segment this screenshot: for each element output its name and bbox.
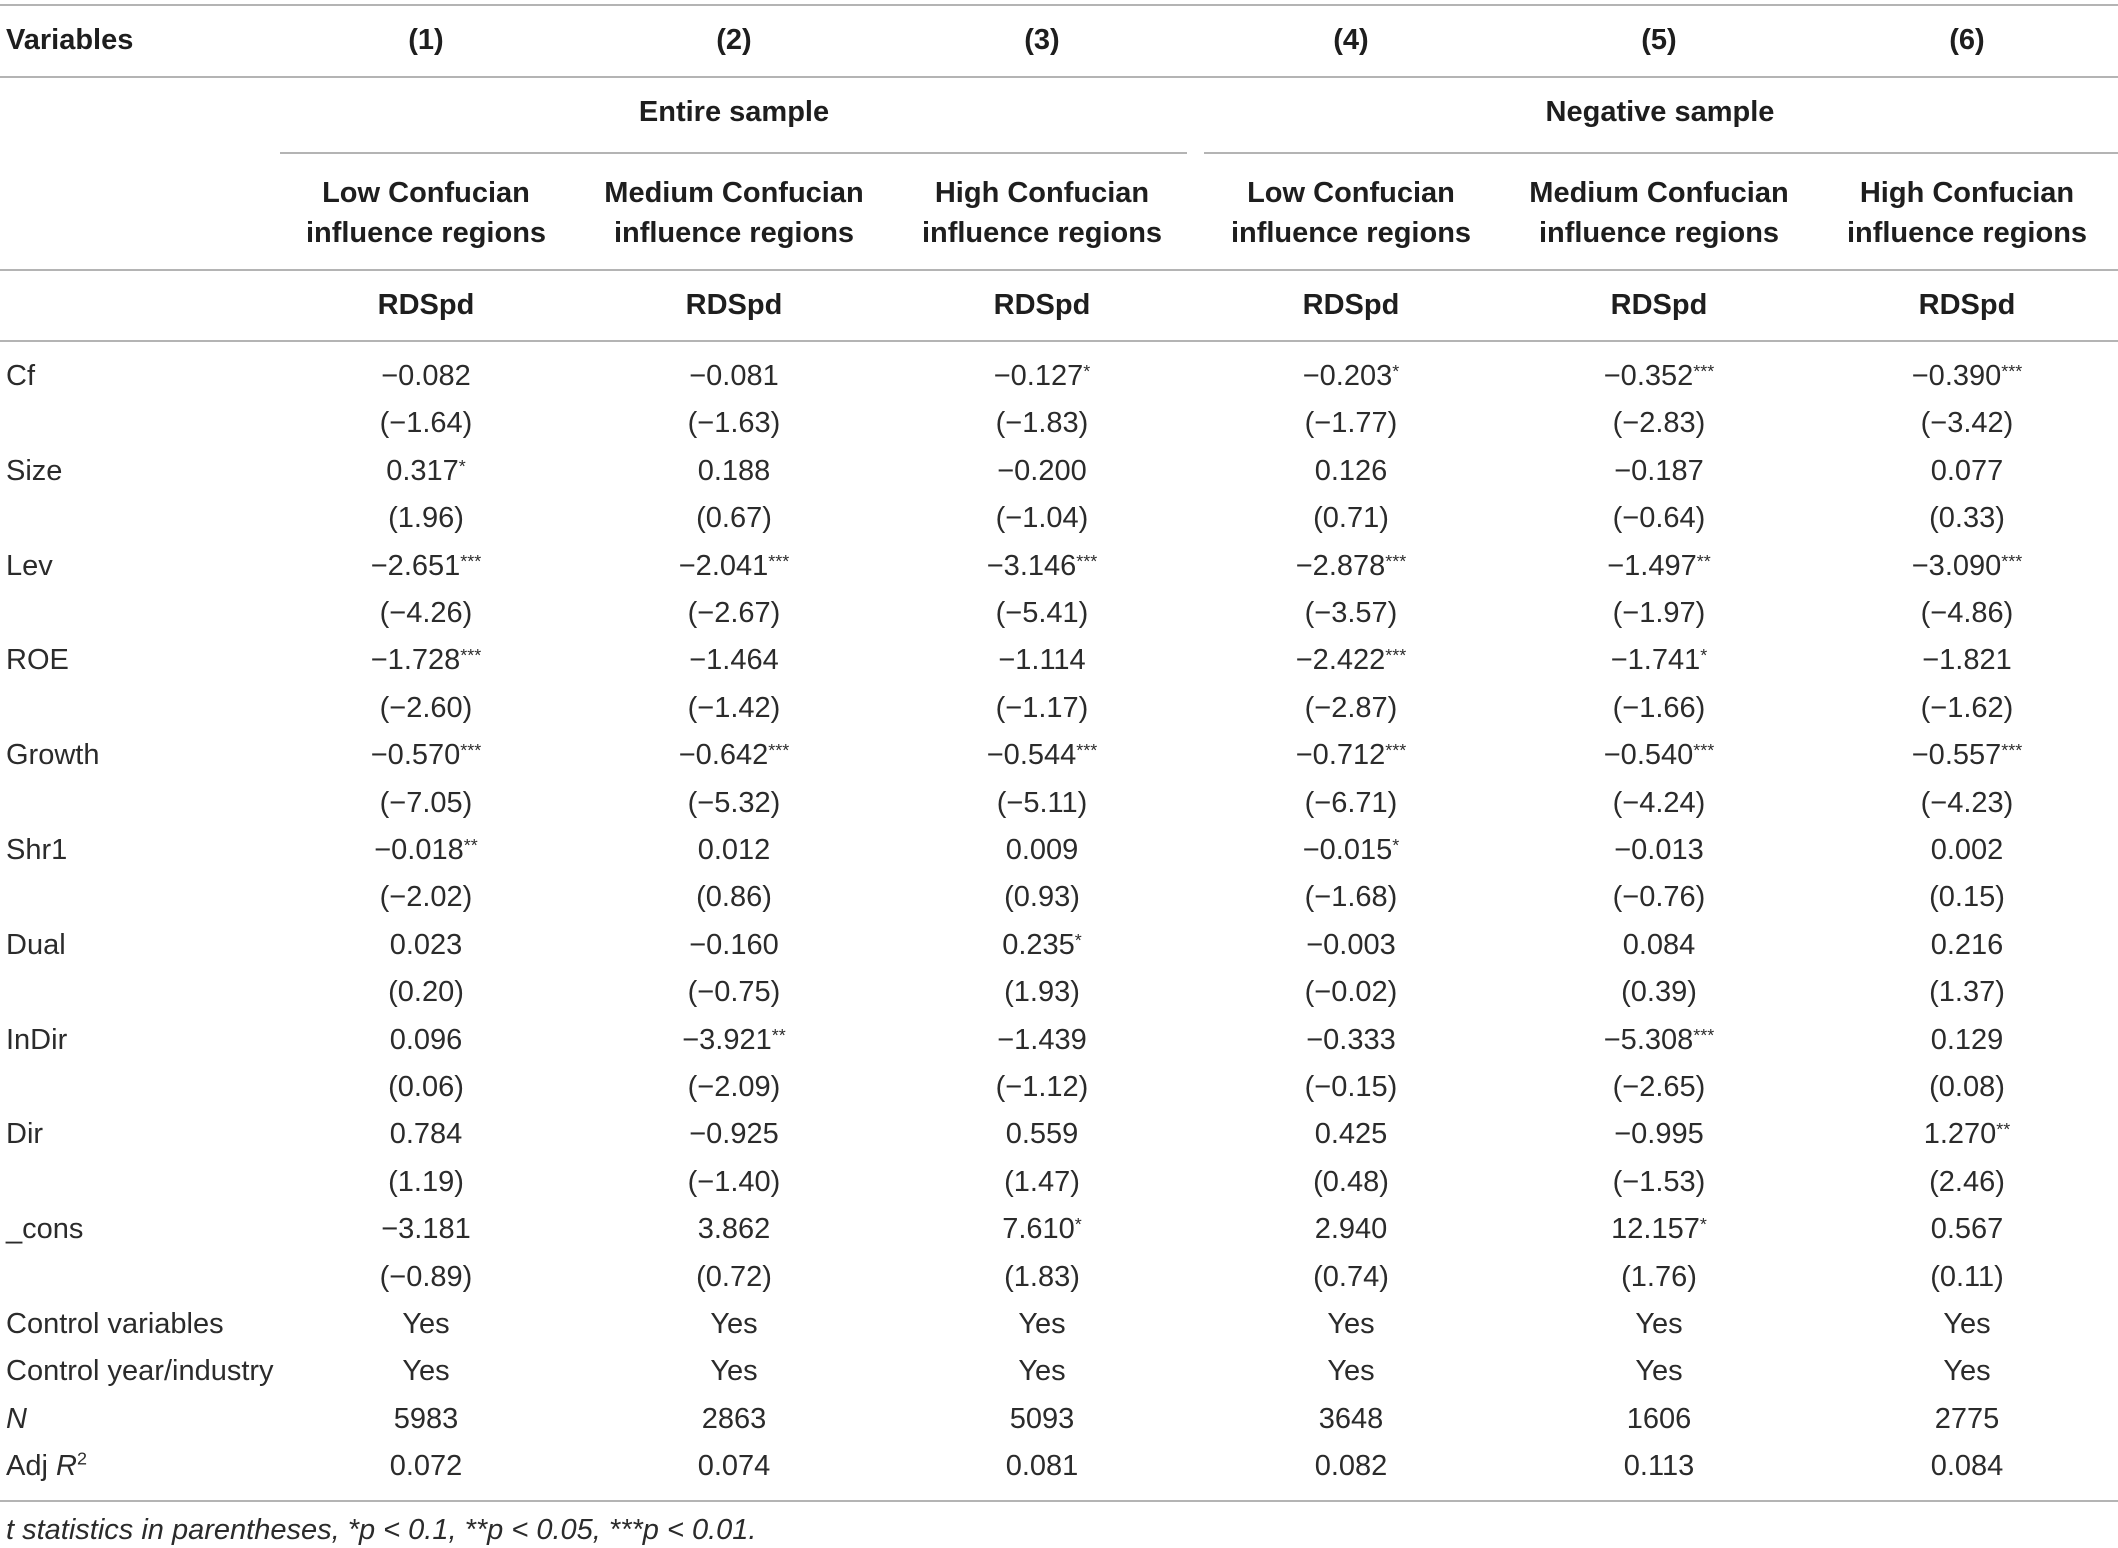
t-statistic: (−3.42) bbox=[1920, 407, 2014, 440]
footer-row-value: Yes bbox=[1635, 1308, 1683, 1340]
significance-stars: * bbox=[1083, 360, 1091, 381]
significance-stars: * bbox=[1699, 1214, 1707, 1235]
t-statistic: (−5.32) bbox=[687, 786, 781, 819]
coefficient-value bbox=[997, 453, 1087, 492]
coefficient-value bbox=[381, 1211, 471, 1250]
significance-stars: *** bbox=[460, 645, 482, 666]
footer-row-value: Yes bbox=[402, 1308, 450, 1340]
t-statistic: (0.93) bbox=[1004, 881, 1080, 914]
coefficient-value bbox=[994, 358, 1091, 397]
t-statistic: (0.11) bbox=[1930, 1260, 2004, 1293]
t-statistic: (0.08) bbox=[1929, 1071, 2005, 1103]
coefficient-number: −0.557 bbox=[1911, 739, 2002, 772]
t-statistic: (−3.57) bbox=[1304, 597, 1398, 629]
coefficient-value bbox=[689, 642, 779, 681]
coefficient-number: −1.821 bbox=[1922, 644, 2012, 677]
coefficient-value bbox=[371, 548, 482, 587]
footer-row-value: Yes bbox=[710, 1355, 758, 1388]
region-rule bbox=[0, 269, 2118, 271]
coefficient-number: 0.077 bbox=[1930, 454, 2004, 487]
column-number: (3) bbox=[1024, 24, 1060, 56]
coefficient-number: 0.096 bbox=[389, 1023, 463, 1056]
significance-stars: *** bbox=[1385, 740, 1407, 761]
t-statistic: (−0.02) bbox=[1304, 976, 1398, 1009]
coefficient-value bbox=[1931, 1211, 2004, 1250]
t-statistic: (0.20) bbox=[388, 976, 464, 1009]
coefficient-number: −0.160 bbox=[689, 928, 779, 961]
coefficient-number: −0.200 bbox=[997, 454, 1087, 487]
r2-label-prefix: Adj bbox=[6, 1450, 56, 1483]
significance-stars: * bbox=[458, 455, 466, 476]
coefficient-value bbox=[381, 358, 471, 397]
coefficient-value bbox=[1912, 548, 2023, 587]
coefficient-value bbox=[998, 642, 1085, 681]
region-label-line1: Medium Confucian bbox=[604, 177, 864, 209]
coefficient-number: −1.439 bbox=[997, 1023, 1087, 1056]
significance-stars: *** bbox=[768, 740, 790, 761]
t-statistic: (0.39) bbox=[1621, 976, 1697, 1009]
footer-row-value: Yes bbox=[1943, 1355, 1991, 1388]
coefficient-number: −5.308 bbox=[1603, 1023, 1694, 1056]
coefficient-number: −2.651 bbox=[370, 549, 461, 582]
region-label-line1: High Confucian bbox=[934, 177, 1150, 209]
coefficient-number: −3.181 bbox=[381, 1213, 471, 1246]
coefficient-value bbox=[1924, 1116, 2011, 1155]
coefficient-value bbox=[1931, 832, 2004, 871]
coefficient-value bbox=[1604, 358, 1715, 397]
region-label-line2: influence regions bbox=[613, 217, 855, 249]
coefficient-value bbox=[390, 1116, 463, 1155]
coefficient-value bbox=[689, 1116, 779, 1155]
t-statistic: (1.47) bbox=[1004, 1165, 1080, 1198]
row-label: Dir bbox=[6, 1118, 44, 1151]
footer-row-label: Control variables bbox=[6, 1308, 224, 1340]
significance-stars: *** bbox=[2001, 550, 2023, 571]
variables-header: Variables bbox=[6, 24, 134, 56]
negative-sample-underline bbox=[1204, 152, 2118, 154]
coefficient-value bbox=[997, 1022, 1087, 1061]
significance-stars: *** bbox=[460, 740, 482, 761]
coefficient-number: −0.540 bbox=[1603, 739, 1694, 772]
t-statistic: (−1.62) bbox=[1920, 691, 2014, 724]
coefficient-value bbox=[987, 737, 1098, 776]
coefficient-value bbox=[1315, 453, 1388, 492]
t-statistic: (−0.75) bbox=[687, 976, 781, 1009]
coefficient-value bbox=[390, 927, 463, 966]
t-statistic: (−2.60) bbox=[379, 691, 473, 724]
t-statistic: (−7.05) bbox=[379, 786, 473, 819]
coefficient-value bbox=[679, 548, 790, 587]
coefficient-value bbox=[1604, 737, 1715, 776]
coefficient-value bbox=[1912, 358, 2023, 397]
coefficient-value bbox=[1002, 927, 1082, 966]
coefficient-value bbox=[1296, 642, 1407, 681]
t-statistic: (0.15) bbox=[1929, 881, 2005, 914]
t-statistic: (−1.63) bbox=[687, 407, 781, 440]
n-row-value: 5983 bbox=[393, 1402, 459, 1435]
t-statistic: (0.06) bbox=[388, 1071, 464, 1103]
significance-stars: *** bbox=[1076, 550, 1098, 571]
column-number: (4) bbox=[1333, 24, 1369, 56]
coefficient-value bbox=[1611, 642, 1708, 681]
entire-sample-underline bbox=[280, 152, 1187, 154]
t-statistic: (−0.64) bbox=[1612, 502, 1706, 535]
coefficient-value bbox=[1315, 1211, 1388, 1250]
significance-stars: *** bbox=[1693, 740, 1715, 761]
t-statistic: (−4.26) bbox=[379, 597, 473, 629]
t-statistic: (−2.87) bbox=[1304, 691, 1398, 724]
coefficient-number: −0.082 bbox=[381, 360, 471, 392]
row-label: Cf bbox=[6, 360, 35, 392]
n-row-value: 2863 bbox=[701, 1402, 767, 1435]
region-label-line2: influence regions bbox=[1846, 217, 2088, 249]
t-statistic: (0.86) bbox=[696, 881, 772, 914]
dependent-rule bbox=[0, 340, 2118, 342]
coefficient-number: −3.921 bbox=[682, 1023, 772, 1056]
coefficient-number: −3.090 bbox=[1911, 549, 2002, 582]
coefficient-number: −0.187 bbox=[1614, 454, 1704, 487]
coefficient-number: −1.497 bbox=[1607, 549, 1697, 582]
coefficient-value bbox=[1931, 927, 2004, 966]
r2-row-label bbox=[6, 1448, 87, 1484]
row-label: Growth bbox=[6, 739, 100, 772]
coefficient-value bbox=[1611, 1211, 1707, 1250]
footer-row-value: Yes bbox=[1327, 1355, 1375, 1388]
significance-stars: * bbox=[1392, 834, 1400, 855]
coefficient-number: −0.013 bbox=[1614, 834, 1704, 866]
t-statistic: (−0.76) bbox=[1612, 881, 1706, 914]
coefficient-value bbox=[698, 453, 771, 492]
coefficient-value bbox=[682, 1022, 786, 1061]
coefficient-value bbox=[390, 1022, 463, 1061]
coefficient-value bbox=[1006, 832, 1079, 871]
n-row-value: 1606 bbox=[1626, 1402, 1692, 1435]
coefficient-value bbox=[1607, 548, 1711, 587]
coefficient-value bbox=[1922, 642, 2012, 681]
coefficient-value bbox=[371, 737, 482, 776]
row-label: InDir bbox=[6, 1023, 68, 1056]
row-label: Size bbox=[6, 454, 63, 487]
coefficient-value bbox=[689, 927, 779, 966]
region-label-line1: Low Confucian bbox=[1247, 177, 1455, 209]
coefficient-number: 0.784 bbox=[389, 1118, 463, 1151]
r2-row-value: 0.081 bbox=[1005, 1450, 1079, 1483]
coefficient-value bbox=[689, 358, 779, 397]
t-statistic: (−1.83) bbox=[995, 407, 1089, 440]
coefficient-value bbox=[1006, 1116, 1079, 1155]
t-statistic: (−4.23) bbox=[1920, 786, 2014, 819]
t-statistic: (0.71) bbox=[1313, 502, 1389, 535]
footer-row-value: Yes bbox=[710, 1308, 758, 1340]
t-statistic: (−1.42) bbox=[687, 691, 781, 724]
significance-stars: * bbox=[1074, 929, 1082, 950]
significance-stars: * bbox=[1700, 645, 1708, 666]
footer-row-value: Yes bbox=[1327, 1308, 1375, 1340]
significance-stars: *** bbox=[1693, 360, 1715, 381]
coefficient-number: 0.425 bbox=[1314, 1118, 1388, 1151]
footer-row-label: Control year/industry bbox=[6, 1355, 274, 1388]
r2-row-value: 0.082 bbox=[1314, 1450, 1388, 1483]
dependent-variable: RDSpd bbox=[377, 289, 475, 321]
column-number: (1) bbox=[408, 24, 444, 56]
coefficient-number: −0.390 bbox=[1911, 360, 2002, 392]
coefficient-number: −0.127 bbox=[993, 360, 1084, 392]
column-number: (2) bbox=[716, 24, 752, 56]
coefficient-number: −0.203 bbox=[1302, 360, 1393, 392]
coefficient-number: −0.642 bbox=[678, 739, 769, 772]
t-statistic: (0.72) bbox=[696, 1260, 772, 1293]
region-label-line2: influence regions bbox=[1538, 217, 1780, 249]
coefficient-number: −2.422 bbox=[1295, 644, 1386, 677]
region-label-line1: High Confucian bbox=[1859, 177, 2075, 209]
r2-label-sup: 2 bbox=[76, 1448, 87, 1469]
n-row-label: N bbox=[6, 1402, 27, 1435]
dependent-variable: RDSpd bbox=[1302, 289, 1400, 321]
coefficient-value bbox=[1296, 737, 1407, 776]
coefficient-number: 0.084 bbox=[1622, 928, 1696, 961]
coefficient-number: −0.570 bbox=[370, 739, 461, 772]
region-label-line1: Low Confucian bbox=[322, 177, 530, 209]
coefficient-value bbox=[698, 1211, 771, 1250]
significance-stars: ** bbox=[1996, 1119, 2011, 1140]
coefficient-number: −0.544 bbox=[986, 739, 1077, 772]
coefficient-number: 0.216 bbox=[1930, 928, 2004, 961]
t-statistic: (−2.02) bbox=[379, 881, 473, 914]
coefficient-number: 3.862 bbox=[697, 1213, 771, 1246]
dependent-variable: RDSpd bbox=[1610, 289, 1708, 321]
row-label: Shr1 bbox=[6, 834, 68, 866]
t-statistic: (−1.17) bbox=[995, 691, 1089, 724]
n-row-value: 3648 bbox=[1318, 1402, 1384, 1435]
r2-row-value: 0.074 bbox=[697, 1450, 771, 1483]
row-label: Dual bbox=[6, 928, 66, 961]
t-statistic: (1.19) bbox=[388, 1165, 464, 1198]
region-label-line2: influence regions bbox=[305, 217, 547, 249]
coefficient-value bbox=[698, 832, 771, 871]
coefficient-number: −1.464 bbox=[689, 644, 779, 677]
t-statistic: (−6.71) bbox=[1304, 786, 1398, 819]
significance-stars: * bbox=[1392, 360, 1400, 381]
t-statistic: (−1.77) bbox=[1304, 407, 1398, 440]
coefficient-number: 0.126 bbox=[1314, 454, 1388, 487]
coefficient-value bbox=[1303, 832, 1400, 871]
t-statistic: (−0.89) bbox=[379, 1260, 473, 1293]
significance-stars: *** bbox=[2001, 360, 2023, 381]
coefficient-number: 0.567 bbox=[1930, 1213, 2004, 1246]
r2-row-value: 0.072 bbox=[389, 1450, 463, 1483]
footer-row-value: Yes bbox=[1943, 1308, 1991, 1340]
coefficient-value bbox=[1912, 737, 2023, 776]
t-statistic: (−1.68) bbox=[1304, 881, 1398, 914]
t-statistic: (0.48) bbox=[1313, 1165, 1389, 1198]
t-statistic: (−5.41) bbox=[995, 597, 1089, 629]
coefficient-number: −1.741 bbox=[1610, 644, 1701, 677]
coefficient-number: −0.352 bbox=[1603, 360, 1694, 392]
significance-stars: ** bbox=[1696, 550, 1711, 571]
bottom-rule bbox=[0, 1500, 2118, 1502]
coefficient-number: 0.023 bbox=[389, 928, 463, 961]
significance-stars: *** bbox=[1385, 645, 1407, 666]
coefficient-number: −0.018 bbox=[374, 834, 464, 866]
r2-row-value: 0.113 bbox=[1623, 1450, 1695, 1483]
t-statistic: (−2.65) bbox=[1612, 1071, 1706, 1103]
r2-row-value: 0.084 bbox=[1930, 1450, 2004, 1483]
coefficient-number: 12.157 bbox=[1611, 1213, 1700, 1246]
group-entire-sample: Entire sample bbox=[638, 96, 830, 128]
footer-row-value: Yes bbox=[1018, 1355, 1066, 1388]
coefficient-number: 2.940 bbox=[1314, 1213, 1388, 1246]
significance-stars: ** bbox=[463, 834, 478, 855]
coefficient-value bbox=[386, 453, 466, 492]
significance-stars: *** bbox=[1385, 550, 1407, 571]
significance-stars: ** bbox=[771, 1024, 786, 1045]
coefficient-number: −0.925 bbox=[689, 1118, 779, 1151]
t-statistic: (−5.11) bbox=[996, 786, 1088, 819]
coefficient-number: −0.333 bbox=[1306, 1023, 1396, 1056]
coefficient-value bbox=[679, 737, 790, 776]
t-statistic: (−2.67) bbox=[687, 597, 781, 629]
coefficient-value bbox=[1931, 1022, 2004, 1061]
t-statistic: (2.46) bbox=[1929, 1165, 2005, 1198]
coefficient-number: −0.995 bbox=[1614, 1118, 1704, 1151]
t-statistic: (1.93) bbox=[1004, 976, 1080, 1009]
coefficient-number: 0.188 bbox=[697, 454, 771, 487]
n-row-value: 5093 bbox=[1009, 1402, 1075, 1435]
n-row-value: 2775 bbox=[1934, 1402, 2000, 1435]
coefficient-value bbox=[1306, 1022, 1396, 1061]
dependent-variable: RDSpd bbox=[1918, 289, 2016, 321]
coefficient-value bbox=[371, 642, 482, 681]
coefficient-number: −0.003 bbox=[1306, 928, 1396, 961]
footer-row-value: Yes bbox=[402, 1355, 450, 1388]
region-label-line1: Medium Confucian bbox=[1529, 177, 1789, 209]
coefficient-value bbox=[1296, 548, 1407, 587]
t-statistic: (−1.12) bbox=[995, 1071, 1089, 1103]
t-statistic: (−4.24) bbox=[1612, 786, 1706, 819]
significance-stars: *** bbox=[1076, 740, 1098, 761]
significance-stars: *** bbox=[768, 550, 790, 571]
coefficient-value bbox=[1303, 358, 1400, 397]
header-rule bbox=[0, 76, 2118, 78]
coefficient-number: 0.002 bbox=[1930, 834, 2004, 866]
footer-row-value: Yes bbox=[1018, 1308, 1066, 1340]
coefficient-number: 0.317 bbox=[386, 454, 459, 487]
r2-label-var: R bbox=[55, 1450, 77, 1483]
coefficient-number: −2.041 bbox=[678, 549, 769, 582]
region-label-line2: influence regions bbox=[1230, 217, 1472, 249]
group-negative-sample: Negative sample bbox=[1545, 96, 1775, 128]
coefficient-number: −0.712 bbox=[1295, 739, 1386, 772]
dependent-variable: RDSpd bbox=[685, 289, 783, 321]
t-statistic: (0.33) bbox=[1929, 502, 2005, 535]
t-statistic: (−1.97) bbox=[1612, 597, 1706, 629]
t-statistic: (−4.86) bbox=[1920, 597, 2014, 629]
region-label-line2: influence regions bbox=[921, 217, 1163, 249]
t-statistic: (−1.53) bbox=[1612, 1165, 1706, 1198]
significance-stars: * bbox=[1074, 1214, 1082, 1235]
t-statistic: (−1.66) bbox=[1612, 691, 1706, 724]
significance-stars: *** bbox=[460, 550, 482, 571]
t-statistic: (−1.04) bbox=[995, 502, 1089, 535]
t-statistic: (−2.09) bbox=[687, 1071, 781, 1103]
t-statistic: (1.37) bbox=[1929, 976, 2005, 1009]
coefficient-value bbox=[987, 548, 1098, 587]
row-label: _cons bbox=[6, 1213, 84, 1246]
coefficient-number: 1.270 bbox=[1923, 1118, 1997, 1151]
coefficient-number: 0.012 bbox=[697, 834, 771, 866]
coefficient-number: −1.728 bbox=[370, 644, 461, 677]
t-statistic: (0.74) bbox=[1313, 1260, 1389, 1293]
t-statistic: (1.83) bbox=[1004, 1260, 1080, 1293]
coefficient-number: 7.610 bbox=[1002, 1213, 1075, 1246]
coefficient-number: −2.878 bbox=[1295, 549, 1386, 582]
coefficient-value bbox=[1604, 1022, 1715, 1061]
coefficient-value bbox=[374, 832, 478, 871]
coefficient-number: −0.015 bbox=[1302, 834, 1393, 866]
coefficient-value bbox=[1623, 927, 1696, 966]
coefficient-value bbox=[1315, 1116, 1388, 1155]
significance-stars: *** bbox=[2001, 740, 2023, 761]
coefficient-value bbox=[1614, 1116, 1704, 1155]
coefficient-value bbox=[1306, 927, 1396, 966]
column-number: (5) bbox=[1641, 24, 1677, 56]
significance-stars: *** bbox=[1693, 1024, 1715, 1045]
coefficient-number: 0.129 bbox=[1930, 1023, 2004, 1056]
coefficient-number: 0.235 bbox=[1002, 928, 1075, 961]
footer-row-value: Yes bbox=[1635, 1355, 1683, 1388]
coefficient-number: −0.081 bbox=[689, 360, 779, 392]
t-statistic: (−1.64) bbox=[379, 407, 473, 440]
t-statistic: (0.67) bbox=[696, 502, 772, 535]
coefficient-number: −1.114 bbox=[998, 644, 1086, 677]
coefficient-number: −3.146 bbox=[986, 549, 1077, 582]
t-statistic: (−1.40) bbox=[687, 1165, 781, 1198]
coefficient-value bbox=[1931, 453, 2004, 492]
coefficient-value bbox=[1002, 1211, 1082, 1250]
column-number: (6) bbox=[1949, 24, 1985, 56]
t-statistic: (−0.15) bbox=[1304, 1071, 1398, 1103]
row-label: Lev bbox=[6, 549, 53, 582]
coefficient-value bbox=[1614, 453, 1704, 492]
coefficient-value bbox=[1614, 832, 1704, 871]
dependent-variable: RDSpd bbox=[993, 289, 1091, 321]
coefficient-number: 0.559 bbox=[1005, 1118, 1079, 1151]
row-label: ROE bbox=[6, 644, 69, 677]
coefficient-number: 0.009 bbox=[1005, 834, 1079, 866]
top-rule bbox=[0, 4, 2118, 6]
t-statistic: (1.76) bbox=[1621, 1260, 1697, 1293]
t-statistic: (1.96) bbox=[388, 502, 464, 535]
t-statistic: (−2.83) bbox=[1612, 407, 1706, 440]
table-note: t statistics in parentheses, *p < 0.1, **p < 0.05, ***p < 0.01. bbox=[6, 1514, 757, 1546]
